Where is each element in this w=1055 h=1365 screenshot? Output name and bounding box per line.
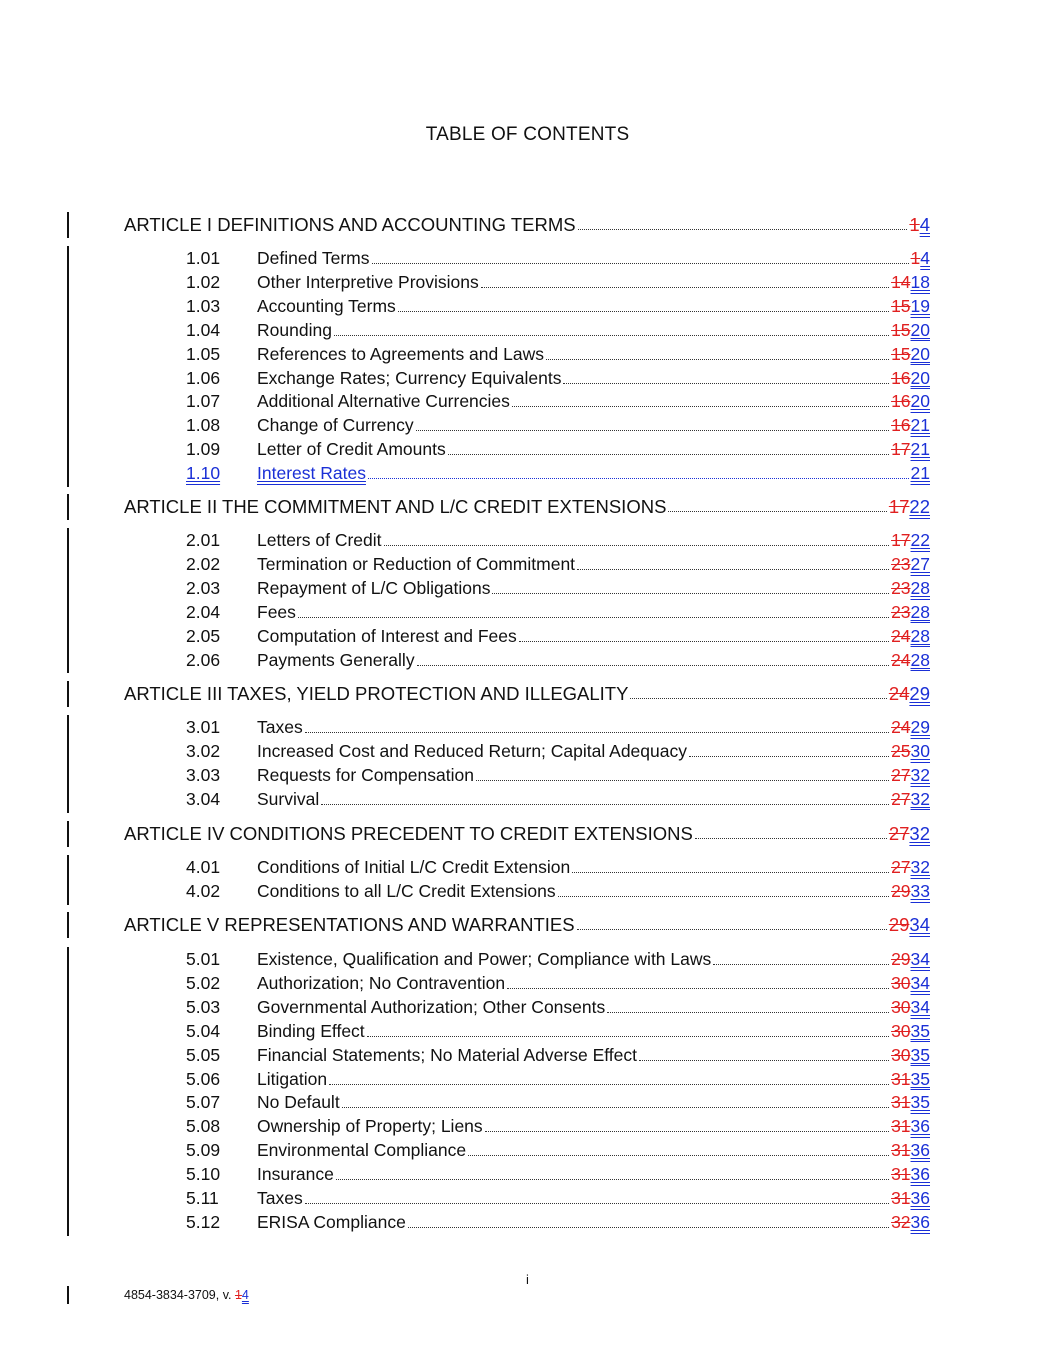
dot-leader <box>639 1060 889 1061</box>
change-bar <box>67 494 69 520</box>
old-page-number: 15 <box>891 319 911 340</box>
old-page-number: 16 <box>891 367 911 388</box>
old-page-number: 15 <box>891 343 911 364</box>
old-page-number: 30 <box>891 996 911 1017</box>
old-page-number: 1 <box>910 248 921 268</box>
old-page-number: 23 <box>891 577 911 598</box>
new-page-number: 28 <box>910 601 930 622</box>
old-page-number: 30 <box>891 1020 911 1041</box>
change-bar <box>67 212 69 238</box>
page-ref <box>891 765 930 786</box>
toc-article-entry[interactable] <box>124 823 930 845</box>
new-page-number: 36 <box>910 1140 930 1161</box>
new-page-number: 32 <box>910 788 930 809</box>
article-title: ARTICLE I DEFINITIONS AND ACCOUNTING TERMS <box>124 214 576 235</box>
dot-leader <box>334 335 889 336</box>
dot-leader <box>368 478 909 479</box>
section-number: 1.05 <box>186 343 221 364</box>
section-title: Fees <box>257 601 296 622</box>
section-title: Defined Terms <box>257 248 370 268</box>
old-page-number: 29 <box>888 914 910 935</box>
page-ref <box>891 1164 930 1185</box>
new-page-number: 20 <box>910 319 930 340</box>
new-page-number: 32 <box>910 764 930 785</box>
page-ref <box>891 717 930 738</box>
section-number: 2.04 <box>186 601 221 622</box>
new-page-number: 36 <box>910 1211 930 1232</box>
toc-section-entry[interactable] <box>186 1164 930 1186</box>
section-title: Accounting Terms <box>257 295 396 316</box>
section-number: 1.08 <box>186 415 221 436</box>
dot-leader <box>305 1203 889 1204</box>
old-page-number: 1 <box>909 214 920 235</box>
section-title: Ownership of Property; Liens <box>257 1116 483 1137</box>
new-page-number: 22 <box>910 530 930 550</box>
section-title: No Default <box>257 1092 340 1113</box>
old-page-number: 31 <box>891 1188 911 1208</box>
section-number: 1.01 <box>186 248 221 268</box>
section-number: 2.03 <box>186 577 221 598</box>
toc-section-entry[interactable] <box>186 881 930 903</box>
toc-section-entry[interactable] <box>186 717 930 739</box>
section-number: 3.03 <box>186 764 221 785</box>
page-ref <box>891 272 930 293</box>
dot-leader <box>577 569 889 570</box>
section-title: Other Interpretive Provisions <box>257 271 479 292</box>
page-ref <box>911 248 930 269</box>
new-page-number: 29 <box>910 717 930 737</box>
section-number: 3.04 <box>186 788 221 809</box>
old-page-number: 24 <box>891 649 911 670</box>
section-number: 5.08 <box>186 1116 221 1137</box>
new-page-number: 18 <box>910 271 930 292</box>
dot-leader <box>342 1107 889 1108</box>
section-number: 3.02 <box>186 740 221 761</box>
new-page-number: 35 <box>910 1020 930 1041</box>
toc-section-entry[interactable] <box>186 391 930 413</box>
new-page-number: 21 <box>910 439 930 460</box>
new-page-number: 34 <box>910 949 930 969</box>
section-number: 1.03 <box>186 295 221 316</box>
section-number: 1.02 <box>186 271 221 292</box>
page-ref <box>891 789 930 810</box>
section-number: 1.09 <box>186 439 221 460</box>
toc-section-entry[interactable] <box>186 857 930 879</box>
old-page-number: 24 <box>891 717 911 737</box>
section-title: Authorization; No Contravention <box>257 972 506 993</box>
section-number: 5.05 <box>186 1044 221 1065</box>
page-ref <box>889 683 930 705</box>
dot-leader <box>372 263 909 264</box>
page-ref <box>891 857 930 878</box>
toc-section-entry[interactable] <box>186 368 930 390</box>
section-title: Payments Generally <box>257 649 415 670</box>
page-ref <box>891 1069 930 1090</box>
dot-leader <box>713 964 889 965</box>
change-bar <box>67 528 69 673</box>
toc-article-entry[interactable] <box>124 914 930 936</box>
new-page-number: 33 <box>910 880 930 901</box>
new-page-number: 20 <box>910 367 930 388</box>
section-number: 5.09 <box>186 1140 221 1161</box>
old-page-number: 14 <box>891 271 911 292</box>
new-page-number: 21 <box>910 415 930 436</box>
section-title: Change of Currency <box>257 415 414 436</box>
section-title: Conditions to all L/C Credit Extensions <box>257 880 556 901</box>
section-title: Taxes <box>257 1188 303 1208</box>
toc-section-entry[interactable] <box>186 530 930 552</box>
dot-leader <box>578 229 908 230</box>
new-page-number: 35 <box>910 1068 930 1089</box>
new-page-number: 34 <box>910 972 930 993</box>
new-page-number: 28 <box>910 649 930 670</box>
footer-new-version: 4 <box>241 1288 249 1302</box>
footer-old-version: 1 <box>234 1288 242 1302</box>
dot-leader <box>512 406 889 407</box>
toc-section-entry[interactable] <box>186 1045 930 1067</box>
dot-leader <box>416 430 889 431</box>
change-bar <box>67 947 69 1236</box>
page-ref <box>889 823 930 845</box>
dot-leader <box>468 1155 889 1156</box>
page-ref <box>891 1021 930 1042</box>
new-page-number: 28 <box>910 577 930 598</box>
old-page-number: 30 <box>891 1044 911 1065</box>
dot-leader <box>572 872 889 873</box>
old-page-number: 16 <box>891 415 911 436</box>
old-page-number: 23 <box>891 601 911 622</box>
section-number: 2.01 <box>186 530 221 550</box>
section-number: 5.06 <box>186 1068 221 1089</box>
section-title: Repayment of L/C Obligations <box>257 577 491 598</box>
toc-section-entry[interactable] <box>186 1188 930 1210</box>
section-title: ERISA Compliance <box>257 1211 406 1232</box>
toc-article-entry[interactable] <box>124 214 930 236</box>
old-page-number: 27 <box>888 823 910 844</box>
old-page-number: 25 <box>891 740 911 761</box>
footer-doc-number: 4854-3834-3709, v. <box>124 1288 235 1302</box>
dot-leader <box>607 1012 889 1013</box>
dot-leader <box>558 896 889 897</box>
dot-leader <box>417 665 889 666</box>
toc-section-entry[interactable] <box>186 1092 930 1114</box>
section-title: Financial Statements; No Material Adverse Effect <box>257 1044 637 1065</box>
section-number: 5.07 <box>186 1092 221 1113</box>
article-title: ARTICLE V REPRESENTATIONS AND WARRANTIES <box>124 914 575 935</box>
section-number: 5.04 <box>186 1020 221 1041</box>
old-page-number: 15 <box>891 295 911 316</box>
dot-leader <box>384 545 890 546</box>
section-number: 4.01 <box>186 857 221 877</box>
toc-section-entry[interactable] <box>186 741 930 763</box>
new-page-number: 4 <box>920 248 930 268</box>
dot-leader <box>481 287 889 288</box>
article-title: ARTICLE III TAXES, YIELD PROTECTION AND ILLEGALITY <box>124 683 629 704</box>
page-ref <box>891 626 930 647</box>
toc-section-entry[interactable] <box>186 997 930 1019</box>
change-bar <box>67 855 69 905</box>
dot-leader <box>408 1227 889 1228</box>
toc-section-entry[interactable] <box>186 1140 930 1162</box>
old-page-number: 17 <box>888 496 910 517</box>
new-page-number: 4 <box>919 214 930 235</box>
old-page-number: 27 <box>891 764 911 785</box>
old-page-number: 31 <box>891 1068 911 1089</box>
page-ref <box>891 530 930 551</box>
page-number: i <box>526 1272 529 1287</box>
section-number: 1.06 <box>186 367 221 388</box>
section-title: Environmental Compliance <box>257 1140 467 1161</box>
section-number: 5.03 <box>186 996 221 1017</box>
toc-section-entry[interactable] <box>186 1021 930 1043</box>
new-page-number: 20 <box>910 391 930 412</box>
page-ref <box>889 496 930 518</box>
page-ref <box>891 602 930 623</box>
old-page-number: 23 <box>891 553 911 574</box>
section-title: Rounding <box>257 319 332 340</box>
old-page-number: 32 <box>891 1211 911 1232</box>
old-page-number: 17 <box>891 530 911 550</box>
change-bar <box>67 246 69 487</box>
section-title: Binding Effect <box>257 1020 365 1041</box>
dot-leader <box>546 359 889 360</box>
new-page-number: 22 <box>909 496 930 517</box>
page-ref <box>891 949 930 970</box>
toc-section-entry[interactable] <box>186 765 930 787</box>
new-page-number: 21 <box>910 463 930 484</box>
section-title: Interest Rates <box>257 463 366 484</box>
dot-leader <box>695 838 887 839</box>
new-page-number: 29 <box>909 683 930 704</box>
new-page-number: 19 <box>910 295 930 316</box>
page-ref <box>889 914 930 936</box>
dot-leader <box>630 698 886 699</box>
dot-leader <box>367 1036 889 1037</box>
toc-section-entry[interactable] <box>186 554 930 576</box>
section-number: 2.06 <box>186 649 221 670</box>
toc-section-entry[interactable] <box>186 296 930 318</box>
page-ref <box>891 997 930 1018</box>
dot-leader <box>507 988 889 989</box>
section-number: 2.02 <box>186 553 221 574</box>
toc-section-entry[interactable] <box>186 626 930 648</box>
page-ref <box>891 1116 930 1137</box>
dot-leader <box>298 617 889 618</box>
dot-leader <box>321 804 889 805</box>
toc-section-entry[interactable] <box>186 578 930 600</box>
dot-leader <box>563 383 889 384</box>
page-ref <box>891 1188 930 1209</box>
section-number: 5.10 <box>186 1164 221 1185</box>
dot-leader <box>448 454 889 455</box>
footer-doc-id <box>124 1288 249 1302</box>
change-bar <box>67 821 69 847</box>
article-title: ARTICLE IV CONDITIONS PRECEDENT TO CREDIT EXTENSIONS <box>124 823 693 844</box>
old-page-number: 24 <box>888 683 910 704</box>
dot-leader <box>398 311 889 312</box>
page-ref <box>891 1045 930 1066</box>
old-page-number: 30 <box>891 972 911 993</box>
section-number: 5.12 <box>186 1211 221 1232</box>
section-number: 1.10 <box>186 463 221 484</box>
section-title: Conditions of Initial L/C Credit Extension <box>257 857 571 877</box>
page-ref <box>891 391 930 412</box>
new-page-number: 34 <box>910 996 930 1017</box>
section-number: 5.01 <box>186 949 221 969</box>
toc-section-entry[interactable] <box>186 650 930 672</box>
page-ref <box>891 344 930 365</box>
toc-section-entry[interactable] <box>186 973 930 995</box>
toc-section-entry[interactable] <box>186 320 930 342</box>
page-ref <box>891 650 930 671</box>
old-page-number: 29 <box>891 880 911 901</box>
toc-section-entry[interactable] <box>186 415 930 437</box>
section-number: 5.11 <box>186 1188 219 1208</box>
page-ref <box>891 368 930 389</box>
new-page-number: 35 <box>910 1092 930 1113</box>
new-page-number: 27 <box>910 553 930 574</box>
page-ref <box>891 439 930 460</box>
section-title: Litigation <box>257 1068 328 1089</box>
toc-article-entry[interactable] <box>124 683 930 705</box>
new-page-number: 36 <box>910 1116 930 1137</box>
section-title: Additional Alternative Currencies <box>257 391 510 412</box>
page-ref <box>891 881 930 902</box>
page-ref <box>909 214 930 236</box>
old-page-number: 31 <box>891 1092 911 1113</box>
new-page-number: 34 <box>909 914 930 935</box>
change-bar <box>67 681 69 707</box>
page-ref <box>911 463 930 484</box>
new-page-number: 32 <box>910 857 930 877</box>
dot-leader <box>577 929 887 930</box>
dot-leader <box>668 511 886 512</box>
toc-section-entry[interactable] <box>186 1116 930 1138</box>
section-number: 1.04 <box>186 319 221 340</box>
page-ref <box>891 296 930 317</box>
toc-section-entry[interactable] <box>186 1212 930 1234</box>
old-page-number: 16 <box>891 391 911 412</box>
section-number: 1.07 <box>186 391 221 412</box>
new-page-number: 36 <box>910 1164 930 1185</box>
new-page-number: 20 <box>910 343 930 364</box>
toc-section-entry[interactable] <box>186 1069 930 1091</box>
dot-leader <box>329 1084 889 1085</box>
toc-section-entry[interactable] <box>186 463 930 485</box>
section-title: Governmental Authorization; Other Consents <box>257 996 606 1017</box>
new-page-number: 35 <box>910 1044 930 1065</box>
change-bar <box>67 912 69 938</box>
page-ref <box>891 554 930 575</box>
section-number: 5.02 <box>186 972 221 993</box>
new-page-number: 30 <box>910 740 930 761</box>
page-ref <box>891 320 930 341</box>
toc-section-entry[interactable] <box>186 344 930 366</box>
old-page-number: 27 <box>891 788 911 809</box>
dot-leader <box>492 593 889 594</box>
dot-leader <box>485 1131 889 1132</box>
page-ref <box>891 973 930 994</box>
section-title: Existence, Qualification and Power; Compliance with Laws <box>257 949 712 969</box>
old-page-number: 31 <box>891 1164 911 1185</box>
toc-section-entry[interactable] <box>186 949 930 971</box>
page-ref <box>891 1140 930 1161</box>
section-title: Computation of Interest and Fees <box>257 625 517 646</box>
section-title: Letters of Credit <box>257 530 382 550</box>
page-ref <box>891 741 930 762</box>
toc-article-entry[interactable] <box>124 496 930 518</box>
dot-leader <box>336 1179 889 1180</box>
page-ref <box>891 415 930 436</box>
dot-leader <box>305 732 889 733</box>
toc-section-entry[interactable] <box>186 272 930 294</box>
old-page-number: 31 <box>891 1116 911 1137</box>
page-ref <box>891 1092 930 1113</box>
section-title: Increased Cost and Reduced Return; Capital Adequacy <box>257 740 687 761</box>
change-bar <box>67 715 69 813</box>
dot-leader <box>519 641 889 642</box>
section-number: 3.01 <box>186 717 221 737</box>
section-title: Exchange Rates; Currency Equivalents <box>257 367 562 388</box>
section-title: Letter of Credit Amounts <box>257 439 446 460</box>
section-title: Insurance <box>257 1164 334 1185</box>
section-title: Termination or Reduction of Commitment <box>257 553 576 574</box>
section-title: Survival <box>257 788 320 809</box>
page-ref <box>891 578 930 599</box>
page-title: TABLE OF CONTENTS <box>425 124 630 145</box>
toc-section-entry[interactable] <box>186 439 930 461</box>
old-page-number: 31 <box>891 1140 911 1161</box>
toc-section-entry[interactable] <box>186 248 930 270</box>
toc-section-entry[interactable] <box>186 602 930 624</box>
toc-section-entry[interactable] <box>186 789 930 811</box>
section-title: Taxes <box>257 717 303 737</box>
section-number: 4.02 <box>186 880 221 901</box>
new-page-number: 32 <box>909 823 930 844</box>
change-bar <box>67 1286 69 1304</box>
old-page-number: 27 <box>891 857 911 877</box>
old-page-number: 17 <box>891 439 911 460</box>
new-page-number: 36 <box>910 1188 930 1208</box>
old-page-number: 24 <box>891 625 911 646</box>
article-title: ARTICLE II THE COMMITMENT AND L/C CREDIT EXTENSIONS <box>124 496 667 517</box>
section-number: 2.05 <box>186 625 221 646</box>
dot-leader <box>689 756 889 757</box>
old-page-number: 29 <box>891 949 911 969</box>
page-ref <box>891 1212 930 1233</box>
section-title: References to Agreements and Laws <box>257 343 544 364</box>
new-page-number: 28 <box>910 625 930 646</box>
dot-leader <box>476 780 889 781</box>
section-title: Requests for Compensation <box>257 764 474 785</box>
